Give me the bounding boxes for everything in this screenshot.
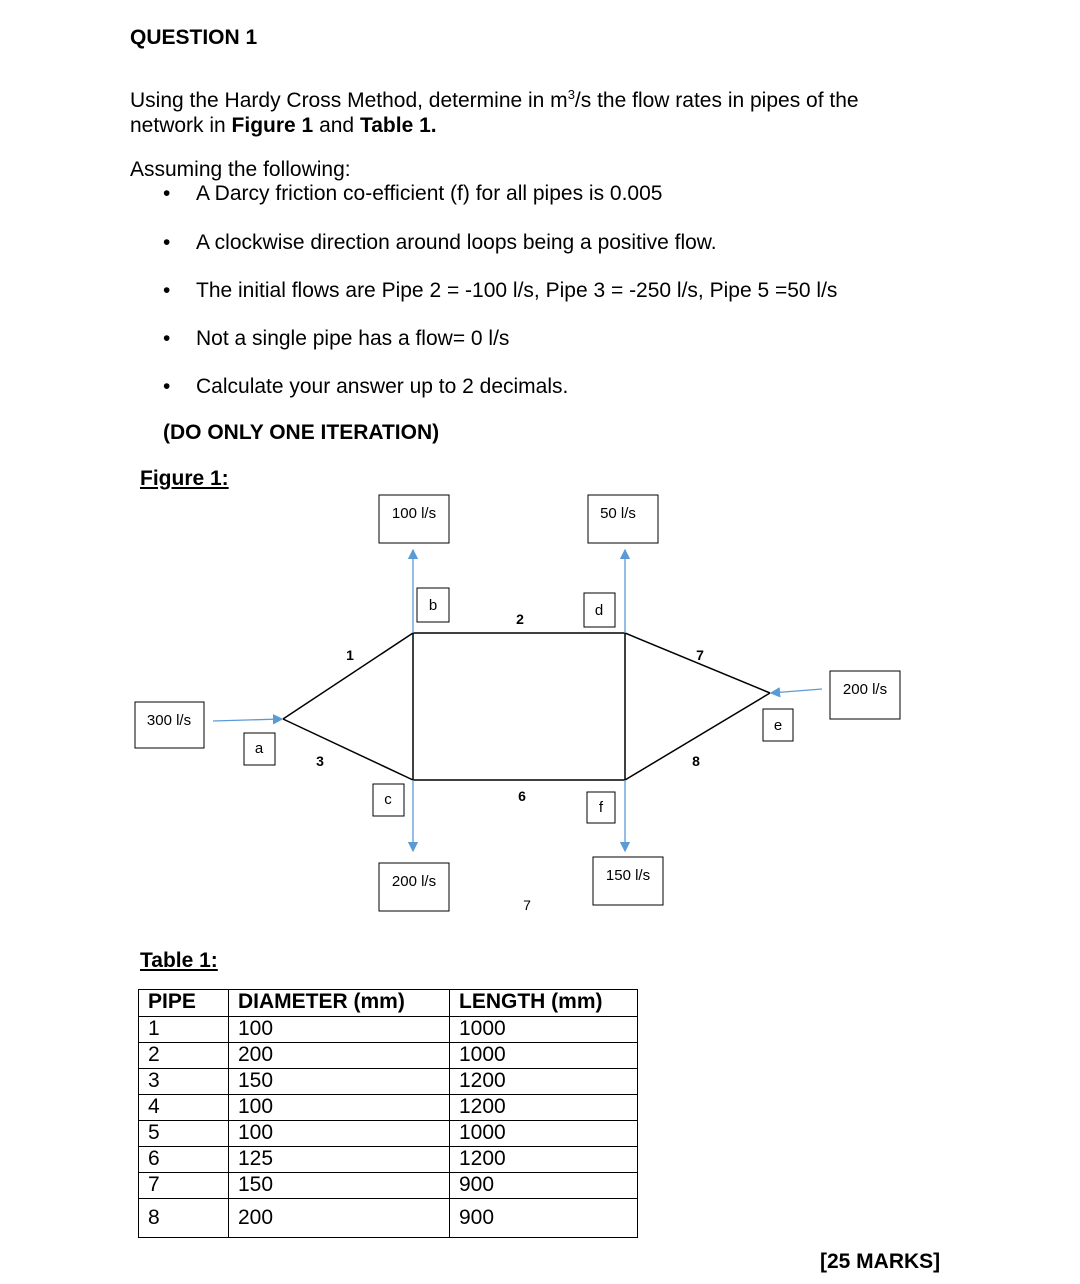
node-c-label: c [384,791,392,808]
col-length-header: LENGTH (mm) [450,990,638,1017]
cell-length: 1200 [450,1069,638,1095]
cell-length: 1000 [450,1043,638,1069]
cell-diameter: 200 [229,1043,450,1069]
table-row [139,1043,638,1069]
assumptions-heading: Assuming the following: [130,158,351,181]
cell-diameter: 100 [229,1095,450,1121]
outflow-d-label: 50 l/s [600,505,636,522]
node-e-label: e [773,717,783,734]
table-caption: Table 1: [140,949,218,972]
iteration-note: (DO ONLY ONE ITERATION) [163,421,440,444]
question-title: QUESTION 1 [130,26,258,49]
pipe-2-label: 2 [516,611,524,627]
figure-caption: Figure 1: [140,467,229,490]
bullet-icon: • [163,279,171,302]
stray-label: 7 [523,897,531,913]
cell-length: 1000 [450,1017,638,1043]
question-intro: Using the Hardy Cross Method, determine in $m^3/s$ the flow rates in pipes of the network in Figure 1 and Table 1. [130,87,859,137]
table-row [139,1095,638,1121]
cell-length: 900 [450,1173,638,1199]
assumption-item: A clockwise direction around loops being a positive flow. [196,231,717,254]
cell-diameter: 150 [229,1173,450,1199]
bullet-icon: • [163,182,171,205]
outflow-f-label: 150 l/s [605,867,651,884]
cell-diameter: 200 [229,1199,450,1238]
assumption-item: The initial flows are Pipe 2 = -100 l/s, Pipe 3 = -250 l/s, Pipe 5 =50 l/s [196,279,838,302]
bullet-icon: • [163,375,171,398]
pipe-6-label: 6 [518,788,526,804]
assumption-item: Calculate your answer up to 2 decimals. [196,375,569,398]
cell-diameter: 100 [229,1121,450,1147]
cell-length: 900 [450,1199,638,1238]
pipe-7-label: 7 [696,647,704,663]
cell-pipe: 7 [139,1173,229,1199]
bullet-icon: • [163,231,171,254]
cell-length: 1200 [450,1147,638,1173]
table-row [139,1199,638,1238]
assumption-item: A Darcy friction co-efficient (f) for all pipes is 0.005 [196,182,663,205]
cell-diameter: 125 [229,1147,450,1173]
cell-pipe: 3 [139,1069,229,1095]
table-row [139,1017,638,1043]
pipe-3 [283,719,413,780]
node-f-label: f [598,799,604,816]
pipe-3-label: 3 [316,753,324,769]
cell-pipe: 2 [139,1043,229,1069]
pipe-7 [625,633,770,693]
col-diameter-header: DIAMETER (mm) [229,990,450,1017]
inflow-e-label: 200 l/s [842,681,888,698]
assumption-item: Not a single pipe has a flow= 0 l/s [196,327,510,350]
outflow-b-label: 100 l/s [391,505,437,522]
cell-length: 1200 [450,1095,638,1121]
pipe-table [138,989,638,1238]
cell-diameter: 150 [229,1069,450,1095]
table-row [139,1147,638,1173]
node-a-label: a [254,740,264,757]
cell-length: 1000 [450,1121,638,1147]
cell-pipe: 6 [139,1147,229,1173]
outflow-c-label: 200 l/s [391,873,437,890]
cell-pipe: 5 [139,1121,229,1147]
bullet-icon: • [163,327,171,350]
table-row [139,1121,638,1147]
marks-label: [25 MARKS] [820,1250,941,1273]
table-row [139,1173,638,1199]
cell-pipe: 4 [139,1095,229,1121]
cell-pipe: 8 [139,1199,229,1238]
inflow-a-label: 300 l/s [146,712,192,729]
node-d-label: d [594,602,604,619]
inflow-a-arrow [213,719,282,721]
pipe-1-label: 1 [346,647,354,663]
node-b-label: b [428,597,438,614]
pipe-1 [283,633,413,719]
pipe-8-label: 8 [692,753,700,769]
table-row [139,1069,638,1095]
col-pipe-header: PIPE [139,990,229,1017]
cell-diameter: 100 [229,1017,450,1043]
table-header-row [139,990,638,1017]
inflow-e-arrow [771,689,822,693]
cell-pipe: 1 [139,1017,229,1043]
